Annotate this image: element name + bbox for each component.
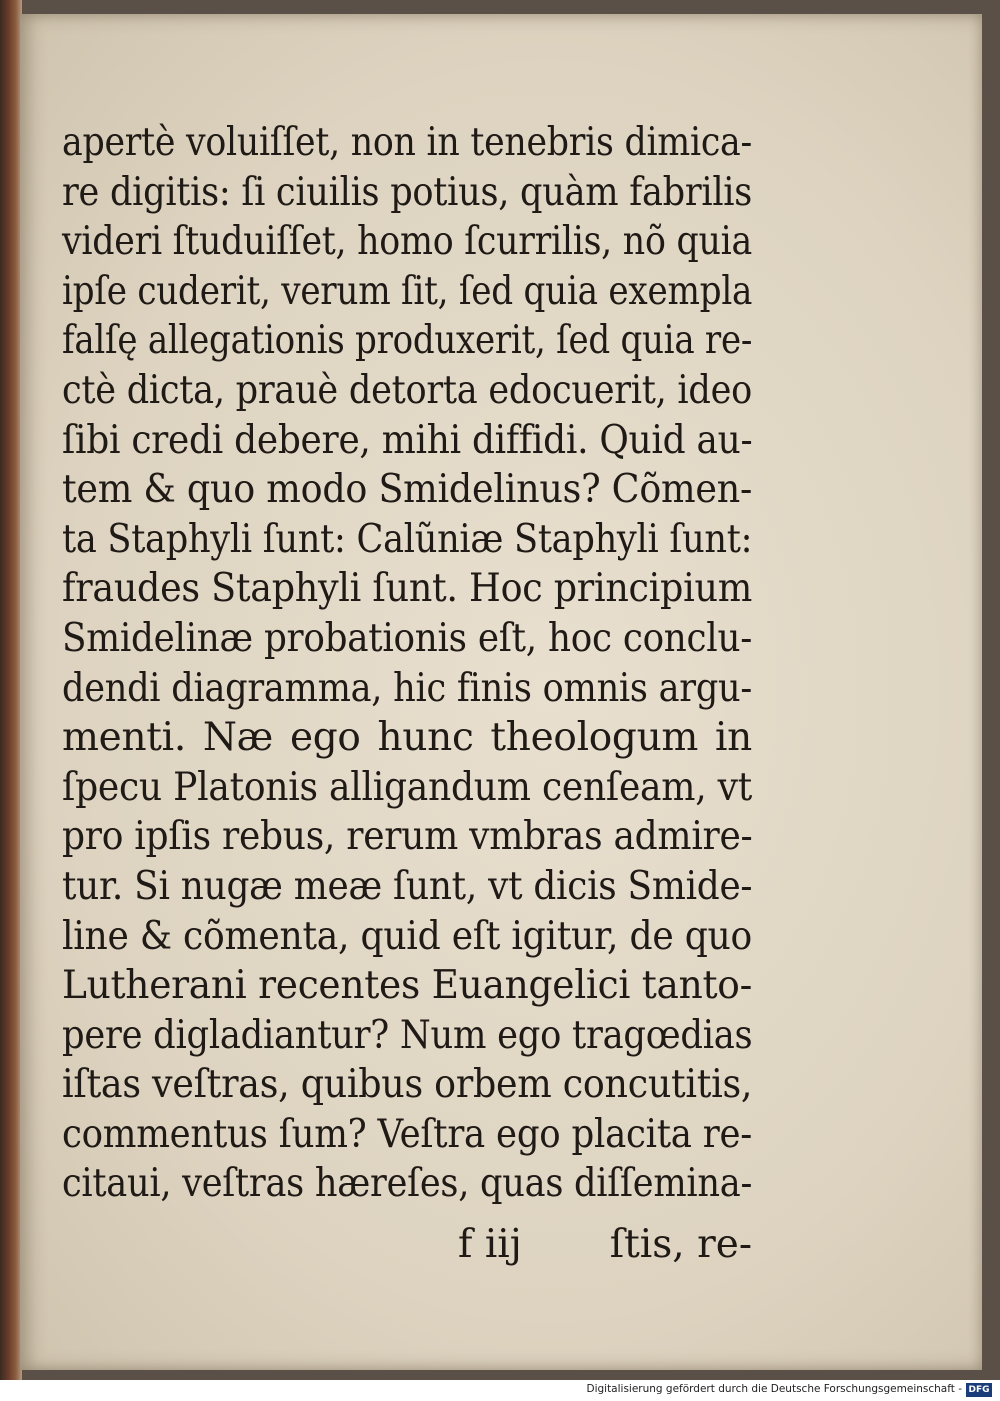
page-footer-line	[62, 1222, 752, 1272]
text-line: fraudes Staphyli ſunt. Hoc principium	[62, 566, 752, 612]
text-line: ſpecu Platonis alligandum cenſeam, vt	[62, 764, 752, 810]
text-line: videri ſtuduiſſet, homo ſcurrilis, nõ quia	[62, 219, 752, 265]
text-line: re digitis: ſi ciuilis potius, quàm fabrilis	[62, 169, 753, 215]
text-line: citaui, veſtras hæreſes, quas diſſemina-	[62, 1161, 753, 1207]
book-binding-edge	[0, 0, 22, 1380]
text-line: Smidelinæ probationis eſt, hoc conclu-	[62, 615, 752, 661]
text-line: iſtas veſtras, quibus orbem concutitis,	[62, 1062, 753, 1108]
text-line: falſę allegationis produxerit, ſed quia re-	[62, 318, 753, 364]
book-page	[20, 14, 982, 1370]
text-line: ipſe cuderit, verum ſit, ſed quia exempla	[62, 268, 753, 314]
text-line: line & cõmenta, quid eſt igitur, de quo	[62, 913, 752, 959]
text-line: pere digladiantur? Num ego tragœdias	[62, 1012, 753, 1058]
signature-mark: f iij	[458, 1222, 522, 1267]
text-line: ta Staphyli ſunt: Calũniæ Staphyli ſunt:	[62, 516, 753, 562]
dfg-logo-icon: DFG	[966, 1383, 992, 1397]
text-line: commentus ſum? Veſtra ego placita re-	[62, 1111, 752, 1157]
text-line: menti. Næ ego hunc theologum in	[62, 715, 752, 761]
digitization-credit: Digitalisierung gefördert durch die Deutsche Forschungsgemeinschaft -	[586, 1383, 962, 1395]
text-line: apertè voluiſſet, non in tenebris dimica-	[62, 120, 752, 165]
body-text	[62, 118, 752, 1209]
catchword: ſtis, re-	[609, 1222, 752, 1267]
text-line: pro ipſis rebus, rerum vmbras admire-	[62, 814, 753, 860]
text-line: dendi diagramma, hic finis omnis argu-	[62, 665, 752, 711]
text-line: Lutherani recentes Euangelici tanto-	[62, 963, 752, 1009]
text-line: tur. Si nugæ meæ ſunt, vt dicis Smide-	[62, 863, 753, 909]
text-line: ſibi credi debere, mihi diffidi. Quid au-	[62, 417, 753, 463]
digitization-credit-bar	[0, 1380, 1000, 1401]
text-line: tem & quo modo Smidelinus? Cõmen-	[62, 467, 753, 513]
text-line: ctè dicta, prauè detorta edocuerit, ideo	[62, 367, 752, 413]
